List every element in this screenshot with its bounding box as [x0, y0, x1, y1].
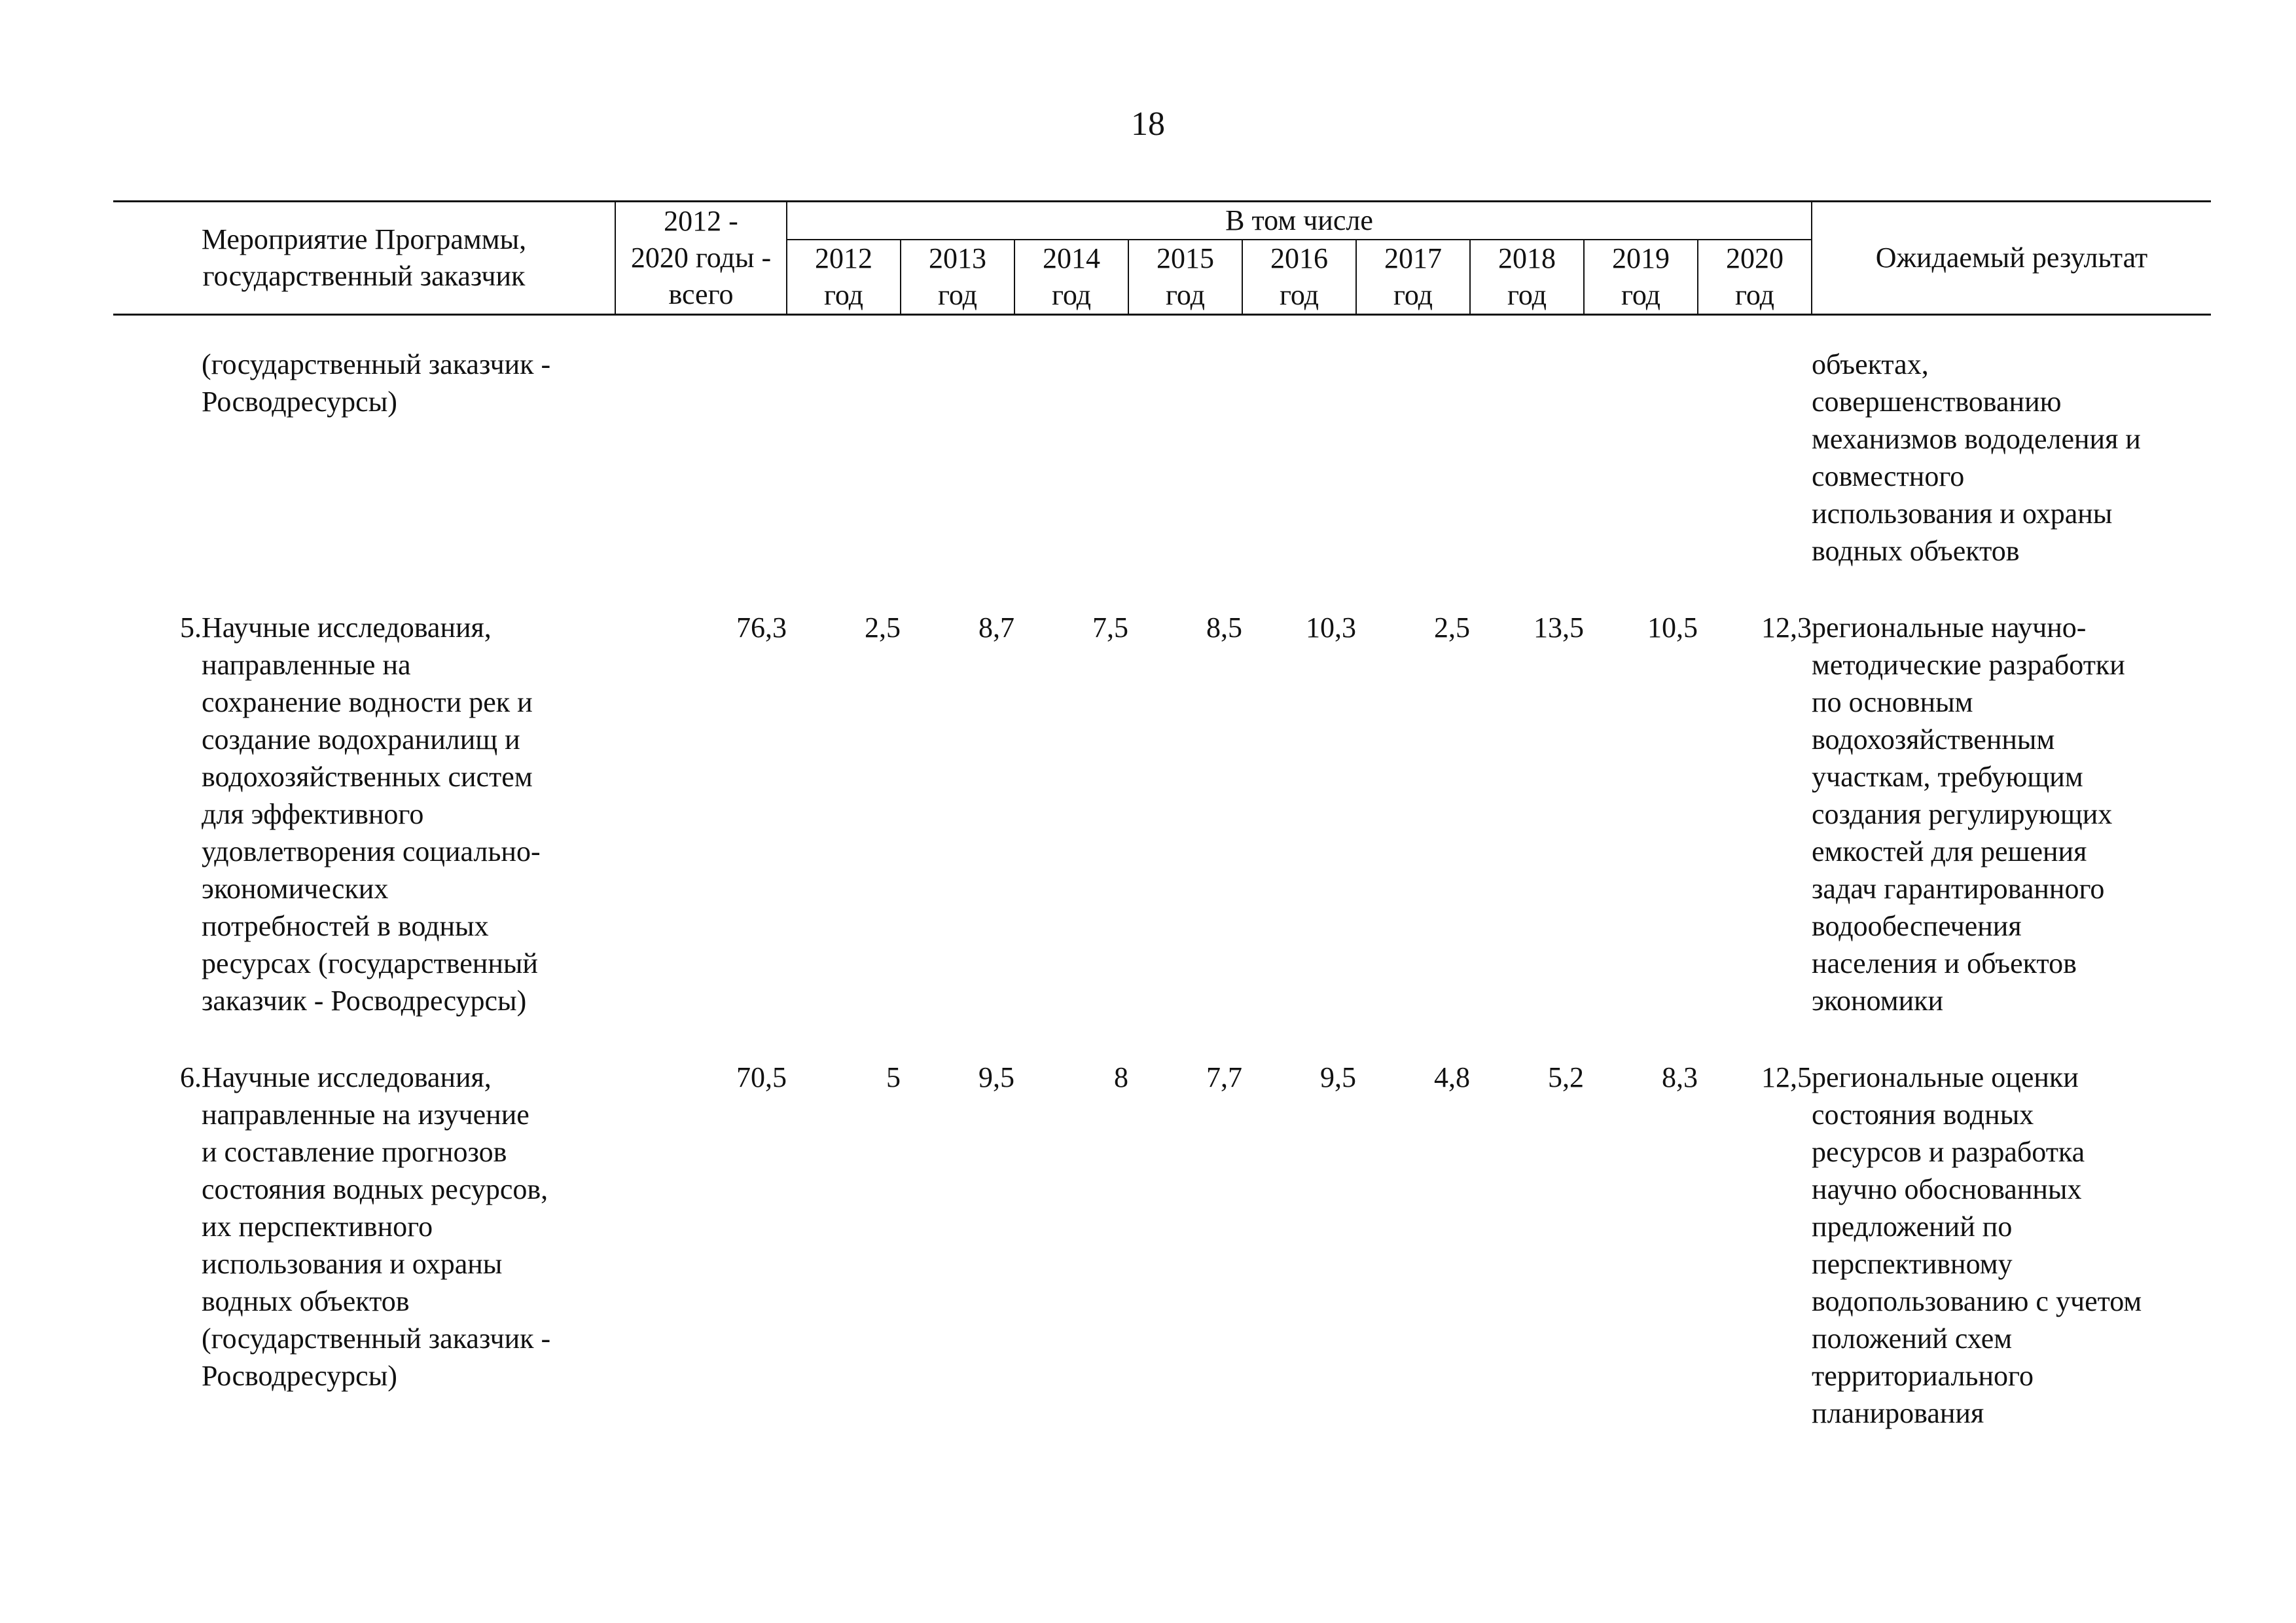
row-value: 2,5	[1434, 611, 1470, 644]
row-value: 9,5	[978, 1061, 1014, 1093]
row-value: 8	[1114, 1061, 1128, 1093]
row-number	[113, 346, 202, 570]
event-line: экономических	[202, 873, 389, 905]
event-line: водных объектов	[202, 1285, 410, 1317]
row-value: 12,3	[1761, 611, 1812, 644]
result-line: региональные оценки	[1812, 1061, 2079, 1093]
event-line: направленные на	[202, 649, 411, 681]
row-value: 7,7	[1206, 1061, 1242, 1093]
result-line: ресурсов и разработка	[1812, 1136, 2085, 1168]
row-event	[202, 346, 615, 570]
event-line: их перспективного	[202, 1211, 433, 1243]
result-line: по основным	[1812, 686, 1973, 718]
result-line: емкостей для решения	[1812, 835, 2087, 867]
result-line: водных объектов	[1812, 535, 2020, 567]
header-year-unit: год	[1470, 277, 1584, 315]
row-number: 6.	[180, 1061, 202, 1093]
row-value: 7,5	[1092, 611, 1128, 644]
row-number: 5.	[180, 611, 202, 644]
result-line: планирования	[1812, 1397, 1984, 1429]
event-line: Росводресурсы)	[202, 1360, 397, 1392]
event-line: направленные на изучение	[202, 1099, 529, 1131]
result-line: механизмов вододеления и	[1812, 423, 2141, 455]
table-row	[113, 609, 2211, 1019]
row-result	[1812, 1059, 2211, 1432]
row-value: 4,8	[1434, 1061, 1470, 1093]
header-event	[113, 202, 615, 315]
result-line: объектах,	[1812, 348, 1929, 380]
row-result	[1812, 346, 2211, 570]
result-line: состояния водных	[1812, 1099, 2034, 1131]
header-year: 2012	[787, 240, 901, 277]
row-total: 70,5	[736, 1061, 787, 1093]
header-year: 2020	[1698, 240, 1812, 277]
table-body	[113, 315, 2211, 1432]
event-line: Научные исследования,	[202, 611, 492, 644]
row-value	[1356, 346, 1470, 570]
event-line: потребностей в водных	[202, 910, 489, 942]
row-value: 8,5	[1206, 611, 1242, 644]
result-line: территориального	[1812, 1360, 2034, 1392]
result-line: научно обоснованных	[1812, 1173, 2082, 1205]
row-value	[1242, 346, 1356, 570]
row-total: 76,3	[736, 611, 787, 644]
event-line: Росводресурсы)	[202, 386, 397, 418]
header-year: 2013	[901, 240, 1014, 277]
header-year-unit: год	[1698, 277, 1812, 315]
event-line: водохозяйственных систем	[202, 761, 533, 793]
row-value	[1128, 346, 1242, 570]
row-total	[615, 346, 787, 570]
header-year-unit: год	[1242, 277, 1356, 315]
row-value	[1698, 346, 1812, 570]
header-year-unit: год	[1128, 277, 1242, 315]
row-value	[901, 346, 1014, 570]
row-value: 8,3	[1662, 1061, 1698, 1093]
event-line: (государственный заказчик -	[202, 1322, 551, 1355]
event-line: Научные исследования,	[202, 1061, 492, 1093]
row-value: 13,5	[1534, 611, 1584, 644]
result-line: создания регулирующих	[1812, 798, 2113, 830]
row-value: 12,5	[1761, 1061, 1812, 1093]
table-row	[113, 1059, 2211, 1432]
row-value: 8,7	[978, 611, 1014, 644]
event-line: и составление прогнозов	[202, 1136, 507, 1168]
header-including: В том числе	[787, 202, 1812, 240]
result-line: водообеспечения	[1812, 910, 2022, 942]
result-line: методические разработки	[1812, 649, 2125, 681]
header-year: 2018	[1470, 240, 1584, 277]
header-year-unit: год	[1584, 277, 1698, 315]
header-year: 2016	[1242, 240, 1356, 277]
header-total-line: всего	[668, 278, 734, 310]
row-value	[787, 346, 901, 570]
header-year: 2014	[1014, 240, 1128, 277]
event-line: заказчик - Росводресурсы)	[202, 985, 527, 1017]
row-event	[202, 609, 615, 1019]
header-year: 2015	[1128, 240, 1242, 277]
header-total-line: 2020 годы -	[630, 242, 772, 274]
result-line: экономики	[1812, 985, 1944, 1017]
row-value: 9,5	[1320, 1061, 1356, 1093]
row-value	[1470, 346, 1584, 570]
header-year-unit: год	[1356, 277, 1470, 315]
event-line: состояния водных ресурсов,	[202, 1173, 548, 1205]
event-line: ресурсах (государственный	[202, 947, 538, 979]
event-line: для эффективного	[202, 798, 424, 830]
result-line: перспективному	[1812, 1248, 2013, 1280]
row-value: 10,3	[1306, 611, 1356, 644]
header-total-line: 2012 -	[664, 205, 738, 237]
result-line: региональные научно-	[1812, 611, 2087, 644]
header-year-unit: год	[1014, 277, 1128, 315]
header-year: 2019	[1584, 240, 1698, 277]
result-line: водопользованию с учетом	[1812, 1285, 2142, 1317]
row-value: 5	[886, 1061, 901, 1093]
header-total	[615, 202, 787, 315]
result-line: населения и объектов	[1812, 947, 2077, 979]
result-line: совершенствованию	[1812, 386, 2062, 418]
row-event	[202, 1059, 615, 1432]
program-activities-table	[113, 200, 2211, 1432]
table-row	[113, 346, 2211, 570]
header-year-unit: год	[787, 277, 901, 315]
row-value	[1014, 346, 1128, 570]
result-line: положений схем	[1812, 1322, 2013, 1355]
result-line: участкам, требующим	[1812, 761, 2083, 793]
header-year: 2017	[1356, 240, 1470, 277]
row-value: 2,5	[865, 611, 901, 644]
header-result: Ожидаемый результат	[1812, 202, 2211, 315]
event-line: сохранение водности рек и	[202, 686, 533, 718]
row-value	[1584, 346, 1698, 570]
event-line: (государственный заказчик -	[202, 348, 551, 380]
header-event-line: государственный заказчик	[202, 260, 526, 292]
result-line: задач гарантированного	[1812, 873, 2105, 905]
row-value: 10,5	[1647, 611, 1698, 644]
result-line: водохозяйственным	[1812, 723, 2055, 756]
table-header	[113, 202, 2211, 315]
header-event-line: Мероприятие Программы,	[201, 223, 527, 255]
event-line: использования и охраны	[202, 1248, 503, 1280]
event-line: удовлетворения социально-	[202, 835, 541, 867]
page-number: 18	[1131, 105, 1165, 143]
event-line: создание водохранилищ и	[202, 723, 520, 756]
result-line: использования и охраны	[1812, 498, 2113, 530]
header-year-unit: год	[901, 277, 1014, 315]
row-value: 5,2	[1548, 1061, 1584, 1093]
result-line: предложений по	[1812, 1211, 2013, 1243]
row-result	[1812, 609, 2211, 1019]
result-line: совместного	[1812, 460, 1965, 492]
